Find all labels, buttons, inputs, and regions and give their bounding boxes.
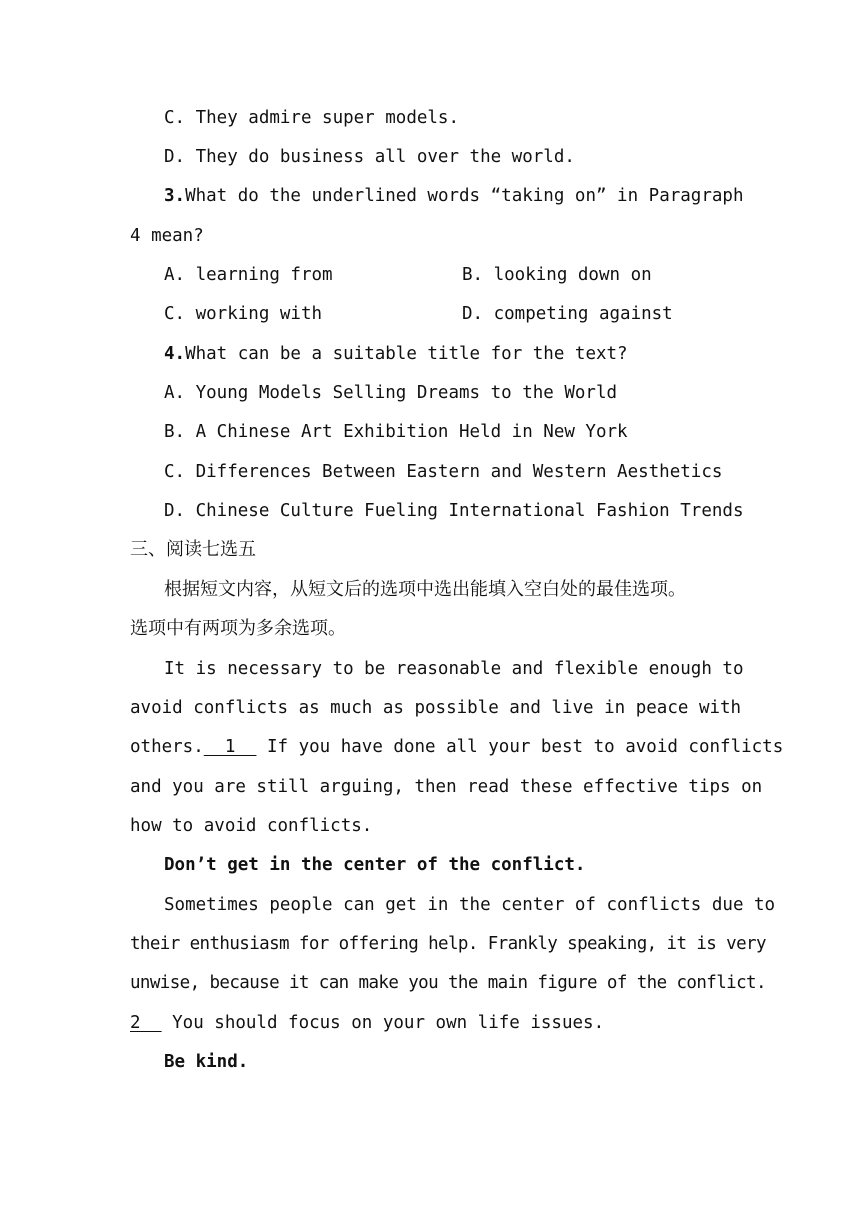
tip-subheading: Don’t get in the center of the conflict. — [164, 855, 586, 875]
q3-option-c: C. working with — [164, 304, 323, 324]
q4-option-d: D. Chinese Culture Fueling International Fashion Trends — [164, 501, 744, 521]
section-instruction-line2: 选项中有两项为多余选项。 — [130, 618, 346, 639]
q4-option-a: A. Young Models Selling Dreams to the World — [164, 383, 618, 403]
q3-number: 3. — [164, 186, 186, 206]
q3-stem-line1 — [164, 184, 744, 208]
passage-line: Sometimes people can get in the center of conflicts due to — [164, 895, 776, 915]
q3-options-row1 — [164, 263, 732, 287]
blank-1: 1 — [203, 737, 257, 757]
tip-subheading: Be kind. — [164, 1052, 249, 1072]
q3-option-d: D. competing against — [462, 304, 673, 324]
section-instruction-line1: 根据短文内容，从短文后的选项中选出能填入空白处的最佳选项。 — [164, 579, 686, 600]
passage-line: and you are still arguing, then read these effective tips on — [130, 777, 763, 797]
passage-line: how to avoid conflicts. — [130, 816, 373, 836]
passage-line — [130, 735, 784, 759]
q4-number: 4. — [164, 344, 186, 364]
q4-option-b: B. A Chinese Art Exhibition Held in New York — [164, 422, 628, 442]
section-heading: 三、阅读七选五 — [130, 539, 256, 560]
q3-option-a: A. learning from — [164, 265, 333, 285]
passage-line: unwise, because it can make you the main figure of the conflict. — [130, 973, 766, 993]
q3-stem-line2: 4 mean? — [130, 226, 204, 246]
blank-2: 2 — [130, 1013, 162, 1033]
q4-stem — [164, 342, 732, 366]
passage-text: others. — [130, 737, 204, 757]
q2-option-d: D. They do business all over the world. — [164, 147, 575, 167]
passage-line — [130, 1011, 732, 1035]
passage-text: If you have done all your best to avoid conflicts — [256, 737, 784, 757]
q2-option-c: C. They admire super models. — [164, 108, 460, 128]
passage-text: You should focus on your own life issues. — [161, 1013, 605, 1033]
q3-option-b: B. looking down on — [462, 265, 652, 285]
q4-stem-text: What can be a suitable title for the text? — [185, 344, 628, 364]
passage-line: avoid conflicts as much as possible and live in peace with — [130, 698, 742, 718]
passage-line: It is necessary to be reasonable and flexible enough to — [164, 659, 744, 679]
q4-option-c: C. Differences Between Eastern and Western Aesthetics — [164, 462, 723, 482]
q3-options-row2 — [164, 302, 732, 326]
q3-stem-text: What do the underlined words “taking on” in Paragraph — [185, 186, 744, 206]
passage-line: their enthusiasm for offering help. Frankly speaking, it is very — [130, 934, 766, 954]
